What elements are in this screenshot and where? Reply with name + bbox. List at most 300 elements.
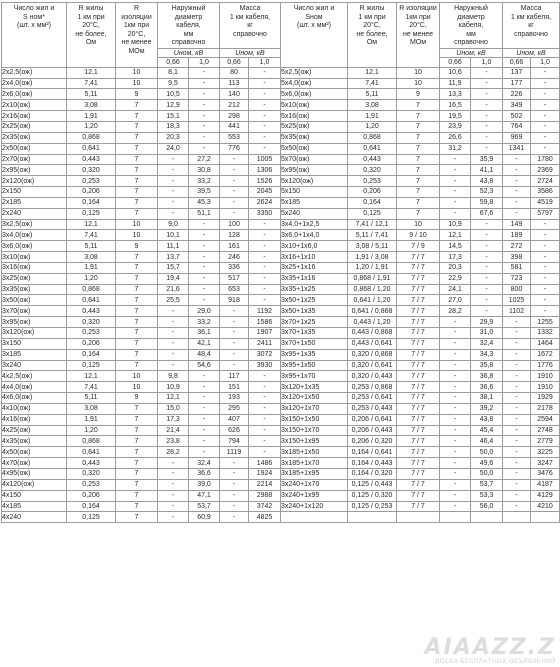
cell-core-resistance-right: 0,253 / 0,641 (348, 393, 397, 404)
cell-diameter-10-right: - (471, 295, 503, 306)
cell-cores-section: 2х2,5(ож) (2, 67, 67, 78)
cell-cores-section: 2х150 (2, 187, 67, 198)
cell-diameter-066: 20,3 (158, 132, 189, 143)
cell-insulation-resistance-right: 7 / 7 (397, 338, 440, 349)
cell-diameter-066: - (158, 479, 189, 490)
cell-mass-066-right: 349 (503, 100, 531, 111)
cell-insulation-resistance: 7 (116, 154, 158, 165)
cell-diameter-066-right: - (440, 414, 471, 425)
cell-cores-section-right: 3х35+1х16 (281, 273, 348, 284)
cell-diameter-066-right: - (440, 458, 471, 469)
cell-core-resistance-right: 0,125 / 0,320 (348, 490, 397, 501)
cell-diameter-10-right: 50,0 (471, 447, 503, 458)
table-row (2, 338, 560, 349)
cell-diameter-10-right: - (471, 78, 503, 89)
cell-mass-10: - (249, 78, 281, 89)
cell-mass-10-right: - (531, 306, 560, 317)
cell-diameter-10-right: - (471, 252, 503, 263)
cable-spec-table (1, 2, 560, 523)
cell-mass-066: 441 (220, 121, 249, 132)
cell-mass-10-right: 2594 (531, 414, 560, 425)
cell-insulation-resistance-right: 7 / 7 (397, 252, 440, 263)
cell-core-resistance: 0,206 (67, 338, 116, 349)
cell-core-resistance-right: 0,253 / 0,443 (348, 403, 397, 414)
cell-insulation-resistance: 7 (116, 436, 158, 447)
cell-cores-section: 4х25(ож) (2, 425, 67, 436)
cell-cores-section-right: 3х35+1х25 (281, 284, 348, 295)
cell-insulation-resistance-right: 7 / 7 (397, 479, 440, 490)
cell-core-resistance: 12,1 (67, 219, 116, 230)
header-line: (шт. х мм²) (17, 22, 51, 30)
cell-mass-10: 1192 (249, 306, 281, 317)
cell-core-resistance-right: 0,320 (348, 165, 397, 176)
cell-mass-066-right: 177 (503, 78, 531, 89)
cell-diameter-10: - (189, 252, 220, 263)
cell-core-resistance: 0,443 (67, 154, 116, 165)
cell-diameter-066-right: 28,2 (440, 306, 471, 317)
cell-cores-section: 2х25(ож) (2, 121, 67, 132)
cell-insulation-resistance: 7 (116, 458, 158, 469)
header-line: (шт. х мм²) (297, 22, 331, 30)
cell-diameter-10-right: - (471, 241, 503, 252)
cell-diameter-066: 21,4 (158, 425, 189, 436)
cell-cores-section-right: 5х25(ож) (281, 121, 348, 132)
cell-core-resistance: 0,868 (67, 132, 116, 143)
cell-diameter-066-right: 17,3 (440, 252, 471, 263)
cell-mass-066-right (503, 512, 531, 523)
header-line: Масса (239, 5, 261, 12)
cell-insulation-resistance-right: 7 / 7 (397, 501, 440, 512)
cell-diameter-066-right: - (440, 490, 471, 501)
cell-diameter-066: 17,3 (158, 414, 189, 425)
cell-diameter-10: - (189, 143, 220, 154)
cell-insulation-resistance: 10 (116, 382, 158, 393)
cell-cores-section-right: 3х95+1х35 (281, 349, 348, 360)
cell-mass-10-right: 2178 (531, 403, 560, 414)
cell-insulation-resistance: 10 (116, 371, 158, 382)
cell-core-resistance-right: 1,20 / 1,91 (348, 262, 397, 273)
cell-insulation-resistance: 7 (116, 338, 158, 349)
cell-cores-section: 4х2,5(ож) (2, 371, 67, 382)
cell-diameter-10: - (189, 295, 220, 306)
cell-core-resistance-right: 0,443 / 0,641 (348, 338, 397, 349)
cell-insulation-resistance: 7 (116, 295, 158, 306)
cell-diameter-066: 18,3 (158, 121, 189, 132)
cell-mass-10-right: 1464 (531, 338, 560, 349)
cell-diameter-066: 8,1 (158, 67, 189, 78)
cell-insulation-resistance: 7 (116, 512, 158, 523)
cell-diameter-10: - (189, 78, 220, 89)
cell-cores-section: 3х50(ож) (2, 295, 67, 306)
cell-diameter-066: - (158, 360, 189, 371)
cell-cores-section-right: 5х10(ож) (281, 100, 348, 111)
cell-mass-10: - (249, 252, 281, 263)
cell-insulation-resistance: 7 (116, 501, 158, 512)
cell-core-resistance-right: 3,08 / 5,11 (348, 241, 397, 252)
cell-diameter-066: - (158, 165, 189, 176)
cell-cores-section-right: 3х185+1х95 (281, 468, 348, 479)
cell-diameter-10: - (189, 67, 220, 78)
cell-diameter-066: 13,7 (158, 252, 189, 263)
header-line: МОм (409, 39, 427, 47)
cell-diameter-10: - (189, 219, 220, 230)
cell-mass-066: - (220, 187, 249, 198)
cell-diameter-10-right: 43,8 (471, 176, 503, 187)
cell-insulation-resistance-right: 7 / 7 (397, 284, 440, 295)
cell-cores-section: 2х16(ож) (2, 111, 67, 122)
cell-core-resistance-right: 3,08 (348, 100, 397, 111)
cell-cores-section-right: 3х70+1х50 (281, 338, 348, 349)
table-row (2, 165, 560, 176)
cell-diameter-10: - (189, 403, 220, 414)
cell-mass-10: - (249, 425, 281, 436)
cell-insulation-resistance: 7 (116, 187, 158, 198)
cell-mass-10: - (249, 100, 281, 111)
cell-core-resistance-right: 0,164 / 0,641 (348, 447, 397, 458)
table-row (2, 371, 560, 382)
cell-diameter-10-right: 35,8 (471, 360, 503, 371)
cell-mass-10: 3072 (249, 349, 281, 360)
cell-mass-066-right: 581 (503, 262, 531, 273)
cell-diameter-066-right: 12,1 (440, 230, 471, 241)
cell-mass-066-right: - (503, 176, 531, 187)
cell-diameter-066: 10,5 (158, 89, 189, 100)
cell-mass-066: 295 (220, 403, 249, 414)
cell-diameter-10: 53,7 (189, 501, 220, 512)
cell-mass-066: 626 (220, 425, 249, 436)
cell-diameter-066-right: - (440, 165, 471, 176)
cell-mass-10-right: 1910 (531, 371, 560, 382)
cell-insulation-resistance-right: 7 / 7 (397, 425, 440, 436)
header-voltage-10: 1,0 (249, 58, 281, 67)
cell-insulation-resistance: 7 (116, 165, 158, 176)
cell-core-resistance-right: 0,868 / 1,20 (348, 284, 397, 295)
cell-cores-section: 3х185 (2, 349, 67, 360)
cell-mass-10: 2411 (249, 338, 281, 349)
cell-diameter-066-right: 11,9 (440, 78, 471, 89)
cell-cores-section: 3х6,0(ож) (2, 241, 67, 252)
cell-mass-10: - (249, 371, 281, 382)
cell-diameter-066: - (158, 187, 189, 198)
cell-mass-10: - (249, 241, 281, 252)
table-row (2, 479, 560, 490)
cell-diameter-066-right: 10,9 (440, 219, 471, 230)
table-row (2, 208, 560, 219)
cell-mass-066-right: - (503, 436, 531, 447)
cell-mass-10-right: - (531, 219, 560, 230)
cell-diameter-066: 15,1 (158, 111, 189, 122)
cell-cores-section: 3х150 (2, 338, 67, 349)
cell-diameter-066: 15,0 (158, 403, 189, 414)
cell-diameter-10: - (189, 132, 220, 143)
cell-diameter-10: 54,6 (189, 360, 220, 371)
header-line: МОм (128, 47, 145, 55)
cell-mass-066: 161 (220, 241, 249, 252)
cell-mass-10-right: 2779 (531, 436, 560, 447)
cell-cores-section-right (281, 512, 348, 523)
cell-mass-066-right: - (503, 208, 531, 219)
cell-diameter-10-right: - (471, 121, 503, 132)
cell-diameter-10: - (189, 436, 220, 447)
header-line: 1 км при (358, 13, 386, 21)
cell-diameter-10-right: - (471, 89, 503, 100)
cell-mass-066-right: - (503, 371, 531, 382)
cell-core-resistance: 0,641 (67, 447, 116, 458)
cell-core-resistance: 0,253 (67, 479, 116, 490)
cell-mass-066: 653 (220, 284, 249, 295)
header-line: Число жил и (293, 5, 335, 12)
cell-mass-066: 553 (220, 132, 249, 143)
header-line: 20°С, (409, 22, 427, 30)
cell-cores-section: 4х4,0(ож) (2, 382, 67, 393)
cell-diameter-066-right (440, 512, 471, 523)
cell-diameter-10-right: 35,9 (471, 154, 503, 165)
header-line: Ом (85, 39, 97, 47)
table-row (2, 512, 560, 523)
cell-cores-section: 2х120(ож) (2, 176, 67, 187)
cell-core-resistance: 7,41 (67, 230, 116, 241)
cell-mass-10-right: - (531, 284, 560, 295)
cell-mass-10: 1306 (249, 165, 281, 176)
cell-diameter-066: 23,8 (158, 436, 189, 447)
cell-mass-066-right: - (503, 403, 531, 414)
cell-diameter-10-right: - (471, 111, 503, 122)
cell-mass-066: 193 (220, 393, 249, 404)
cell-insulation-resistance-right: 7 / 7 (397, 436, 440, 447)
cell-core-resistance: 1,91 (67, 111, 116, 122)
watermark (425, 637, 556, 666)
cell-diameter-066-right: 24,1 (440, 284, 471, 295)
cell-mass-10: 3930 (249, 360, 281, 371)
cell-core-resistance: 12,1 (67, 371, 116, 382)
cell-core-resistance-right: 1,91 / 3,08 (348, 252, 397, 263)
cell-diameter-066-right: - (440, 328, 471, 339)
cell-diameter-066-right: - (440, 187, 471, 198)
cell-mass-10-right: 1780 (531, 154, 560, 165)
cell-cores-section-right: 5х95(ож) (281, 165, 348, 176)
table-row (2, 393, 560, 404)
table-row (2, 89, 560, 100)
cell-insulation-resistance: 7 (116, 252, 158, 263)
cell-insulation-resistance-right: 7 / 7 (397, 306, 440, 317)
cell-diameter-10-right: - (471, 273, 503, 284)
cell-diameter-066: 9,0 (158, 219, 189, 230)
cell-diameter-10: 60,9 (189, 512, 220, 523)
cell-mass-10-right: 3247 (531, 458, 560, 469)
cell-diameter-10: - (189, 241, 220, 252)
cell-core-resistance: 0,164 (67, 349, 116, 360)
cell-insulation-resistance-right: 7 / 7 (397, 295, 440, 306)
header-line: R изоляции (399, 5, 437, 12)
cell-diameter-10: - (189, 89, 220, 100)
cell-mass-066-right: - (503, 393, 531, 404)
cell-cores-section-right: 5х185 (281, 197, 348, 208)
cell-diameter-10: - (189, 425, 220, 436)
cell-mass-10-right: 4187 (531, 479, 560, 490)
cell-diameter-10-right (471, 512, 503, 523)
cell-core-resistance: 5,11 (67, 241, 116, 252)
cell-core-resistance-right: 7,41 / 12,1 (348, 219, 397, 230)
cell-mass-10-right: - (531, 78, 560, 89)
cell-cores-section-right: 3х50+1х25 (281, 295, 348, 306)
cell-insulation-resistance-right: 7 (397, 176, 440, 187)
table-row (2, 176, 560, 187)
cell-insulation-resistance-right: 7 / 7 (397, 273, 440, 284)
cell-diameter-10: 29,0 (189, 306, 220, 317)
cell-mass-10-right: 1672 (531, 349, 560, 360)
header-line: кг (528, 22, 534, 30)
cell-cores-section: 3х120(ож) (2, 328, 67, 339)
cell-insulation-resistance: 7 (116, 468, 158, 479)
cell-core-resistance-right: 0,164 / 0,443 (348, 458, 397, 469)
cell-core-resistance-right: 0,868 / 1,91 (348, 273, 397, 284)
table-row (2, 132, 560, 143)
table-row (2, 241, 560, 252)
watermark-logo: AIAAZZ.Z (424, 635, 556, 660)
cell-cores-section: 4х185 (2, 501, 67, 512)
cell-mass-10: 3350 (249, 208, 281, 219)
cell-insulation-resistance-right: 7 / 7 (397, 382, 440, 393)
header-line: справочно (171, 39, 206, 47)
cell-cores-section: 4х6,0(ож) (2, 393, 67, 404)
cell-core-resistance: 0,641 (67, 295, 116, 306)
cell-core-resistance-right: 12,1 (348, 67, 397, 78)
cell-core-resistance-right: 0,443 / 0,868 (348, 328, 397, 339)
cell-cores-section-right: 3х10+1х6,0 (281, 241, 348, 252)
cell-diameter-10: 51,1 (189, 208, 220, 219)
cell-core-resistance-right: 0,641 (348, 143, 397, 154)
cell-mass-10: 3742 (249, 501, 281, 512)
header-voltage: Uном, кВ (220, 48, 281, 57)
cell-insulation-resistance-right: 7 / 7 (397, 328, 440, 339)
cell-mass-066-right: - (503, 328, 531, 339)
cell-diameter-10: 33,2 (189, 176, 220, 187)
cell-cores-section-right: 3х185+1х70 (281, 458, 348, 469)
table-row (2, 328, 560, 339)
cell-insulation-resistance: 10 (116, 67, 158, 78)
cell-mass-10-right: - (531, 111, 560, 122)
header-line: справочно (454, 39, 488, 47)
cell-diameter-066-right: 23,9 (440, 121, 471, 132)
cell-insulation-resistance: 10 (116, 219, 158, 230)
cell-insulation-resistance: 7 (116, 100, 158, 111)
cell-cores-section-right: 3х95+1х70 (281, 371, 348, 382)
cell-core-resistance: 1,20 (67, 273, 116, 284)
cell-core-resistance-right: 0,253 / 0,868 (348, 382, 397, 393)
cell-mass-066-right: - (503, 382, 531, 393)
table-row (2, 100, 560, 111)
cell-diameter-10-right: - (471, 100, 503, 111)
cell-diameter-10: - (189, 273, 220, 284)
cell-diameter-10-right: - (471, 230, 503, 241)
cell-diameter-10-right: - (471, 262, 503, 273)
cell-diameter-10: - (189, 382, 220, 393)
cell-diameter-066-right: 13,3 (440, 89, 471, 100)
cell-diameter-10-right: 67,6 (471, 208, 503, 219)
cell-diameter-066-right: 19,5 (440, 111, 471, 122)
cell-core-resistance-right: 5,11 (348, 89, 397, 100)
cell-mass-066: - (220, 154, 249, 165)
cell-mass-066-right: 502 (503, 111, 531, 122)
cell-diameter-066-right: 16,5 (440, 100, 471, 111)
cell-mass-10: 1924 (249, 468, 281, 479)
cell-cores-section: 4х70(ож) (2, 458, 67, 469)
header-line: 20°С, (82, 22, 100, 30)
cell-core-resistance: 0,320 (67, 468, 116, 479)
cell-mass-10-right: - (531, 262, 560, 273)
cell-insulation-resistance-right: 7 (397, 154, 440, 165)
cell-mass-10-right: - (531, 252, 560, 263)
cell-diameter-066-right: 10,6 (440, 67, 471, 78)
cell-core-resistance: 0,206 (67, 187, 116, 198)
cell-mass-066-right: - (503, 458, 531, 469)
cell-mass-10-right: 1929 (531, 393, 560, 404)
cell-insulation-resistance: 7 (116, 306, 158, 317)
cell-cores-section-right: 3х120+1х50 (281, 393, 348, 404)
cell-core-resistance: 1,91 (67, 414, 116, 425)
cell-cores-section-right: 3х70+1х35 (281, 328, 348, 339)
header-line: Наружный (171, 5, 206, 12)
cell-diameter-066-right: - (440, 176, 471, 187)
cell-insulation-resistance-right (397, 512, 440, 523)
cell-insulation-resistance: 7 (116, 111, 158, 122)
cell-mass-066-right: 764 (503, 121, 531, 132)
cell-mass-066-right: 137 (503, 67, 531, 78)
cell-mass-066: 151 (220, 382, 249, 393)
cell-insulation-resistance: 7 (116, 490, 158, 501)
cell-diameter-10: 47,1 (189, 490, 220, 501)
cell-diameter-10-right: - (471, 132, 503, 143)
cell-diameter-10: - (189, 414, 220, 425)
cell-cores-section: 3х70(ож) (2, 306, 67, 317)
cell-mass-066: - (220, 458, 249, 469)
cell-cores-section: 4х150 (2, 490, 67, 501)
cell-cores-section-right: 3х120+1х70 (281, 403, 348, 414)
cell-diameter-066-right: - (440, 393, 471, 404)
cell-insulation-resistance-right: 10 (397, 78, 440, 89)
cell-mass-066: - (220, 501, 249, 512)
cell-mass-10-right: 3476 (531, 468, 560, 479)
header-voltage-066: 0,66 (440, 58, 471, 67)
cell-diameter-066-right: - (440, 197, 471, 208)
cell-diameter-066-right: 14,5 (440, 241, 471, 252)
cell-diameter-066: - (158, 490, 189, 501)
cell-mass-10: - (249, 219, 281, 230)
cell-insulation-resistance-right: 7 / 7 (397, 447, 440, 458)
table-row (2, 121, 560, 132)
cell-mass-10-right: 2369 (531, 165, 560, 176)
cell-mass-066-right: 723 (503, 273, 531, 284)
cell-diameter-10-right: 56,0 (471, 501, 503, 512)
cell-diameter-066: 9,8 (158, 371, 189, 382)
table-row (2, 111, 560, 122)
cell-mass-066: 140 (220, 89, 249, 100)
cell-core-resistance-right: 0,125 / 0,443 (348, 479, 397, 490)
cell-mass-10: - (249, 132, 281, 143)
cell-diameter-10-right: 38,1 (471, 393, 503, 404)
cell-mass-066-right: - (503, 338, 531, 349)
table-row (2, 252, 560, 263)
cell-mass-066-right: - (503, 154, 531, 165)
cell-diameter-10-right: 46,4 (471, 436, 503, 447)
cell-cores-section-right: 3х240+1х120 (281, 501, 348, 512)
cell-mass-066: 212 (220, 100, 249, 111)
cell-cores-section-right: 3х95+1х50 (281, 360, 348, 371)
cell-insulation-resistance-right: 7 (397, 165, 440, 176)
cell-mass-066-right: - (503, 468, 531, 479)
header-line: кабеля, (458, 22, 484, 30)
cell-diameter-10-right: 34,3 (471, 349, 503, 360)
